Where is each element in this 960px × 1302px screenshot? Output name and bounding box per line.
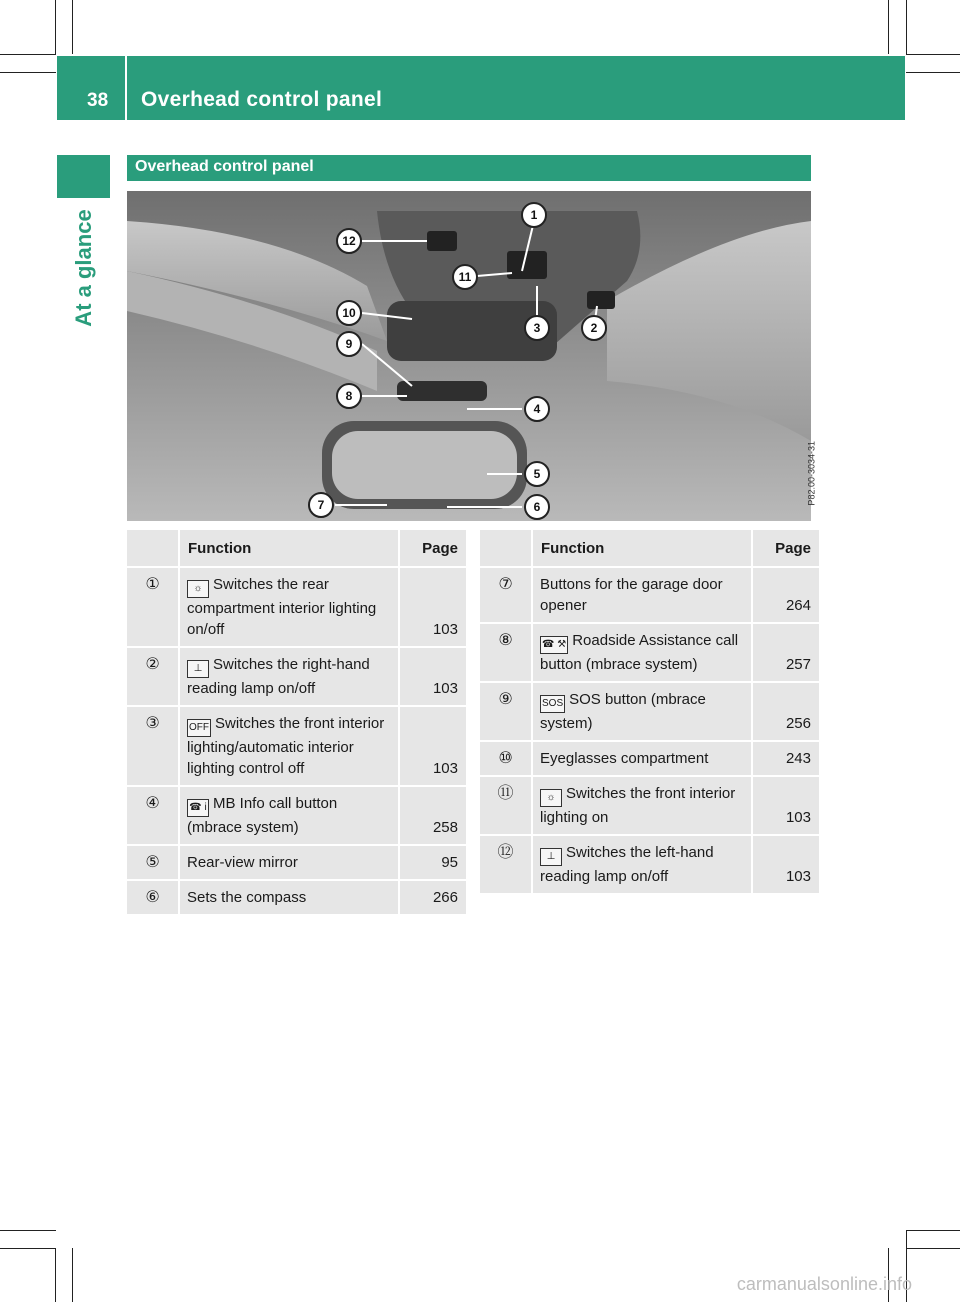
callout-12 [337, 229, 361, 253]
interior-light-off-icon: OFF [187, 719, 211, 737]
crop-mark [55, 1248, 56, 1302]
svg-text:1: 1 [530, 208, 538, 222]
svg-text:6: 6 [533, 500, 541, 514]
callout-9 [337, 332, 361, 356]
page-ref: 258 [398, 787, 466, 846]
item-number: ⑪ [497, 785, 514, 802]
header-title: Overhead control panel [141, 88, 383, 111]
table-row [127, 568, 466, 648]
item-number: ① [145, 576, 160, 593]
svg-text:2: 2 [590, 321, 598, 335]
callout-6 [525, 495, 549, 519]
function-text: Buttons for the garage door opener [540, 576, 723, 614]
table-row [480, 568, 819, 624]
column-number [480, 530, 533, 568]
function-table-right [480, 530, 819, 895]
roadside-assistance-icon: ☎ ⚒ [540, 636, 568, 654]
page-ref: 103 [751, 836, 819, 895]
reading-lamp-icon: ⊥ [540, 848, 562, 866]
column-page: Page [398, 530, 466, 568]
item-number: ⑥ [145, 889, 160, 906]
function-text: Switches the left-hand reading lamp on/off [540, 844, 714, 885]
photo-code: P82.00-3034-31 [807, 441, 817, 506]
table-row [127, 648, 466, 707]
crop-mark [906, 0, 907, 54]
function-text: Switches the right-hand reading lamp on/off [187, 656, 370, 697]
page-ref: 257 [751, 624, 819, 683]
function-text: Roadside Assistance call button (mbrace system) [540, 632, 739, 673]
section-heading [127, 155, 811, 181]
table-row [127, 787, 466, 846]
item-number: ⑦ [498, 576, 513, 593]
table-row [480, 836, 819, 895]
item-number: ③ [145, 715, 160, 732]
table-row [127, 707, 466, 787]
function-text: Switches the front interior lighting on [540, 785, 736, 826]
page-ref: 103 [398, 568, 466, 648]
table-header-row [127, 530, 466, 568]
page-ref: 95 [398, 846, 466, 881]
crop-mark [906, 72, 960, 73]
callout-10 [337, 301, 361, 325]
callout-2 [582, 316, 606, 340]
item-number: ⑩ [498, 750, 513, 767]
page-number: 38 [87, 90, 109, 111]
item-number: ⑤ [145, 854, 160, 871]
function-text: Sets the compass [187, 889, 307, 906]
overhead-panel-illustration [127, 191, 811, 521]
svg-text:3: 3 [533, 321, 541, 335]
column-number [127, 530, 180, 568]
callout-5 [525, 462, 549, 486]
table-row [480, 777, 819, 836]
svg-text:10: 10 [342, 306, 356, 320]
page-ref: 243 [751, 742, 819, 777]
table-row [480, 742, 819, 777]
crop-mark [906, 54, 960, 55]
function-text: Switches the rear compartment interior lighting on/off [187, 576, 377, 638]
table-row [480, 683, 819, 742]
svg-text:4: 4 [533, 402, 541, 416]
page-ref: 103 [398, 648, 466, 707]
svg-text:7: 7 [317, 498, 325, 512]
front-light-icon: ☼ [540, 789, 562, 807]
header-divider [125, 56, 127, 120]
table-header-row [480, 530, 819, 568]
table-row [127, 846, 466, 881]
svg-text:11: 11 [458, 270, 472, 284]
item-number: ② [145, 656, 160, 673]
reading-lamp-icon: ⊥ [187, 660, 209, 678]
svg-text:9: 9 [345, 337, 353, 351]
callout-3 [525, 316, 549, 340]
callout-8 [337, 384, 361, 408]
item-number: ⑧ [498, 632, 513, 649]
svg-text:12: 12 [342, 234, 356, 248]
svg-text:8: 8 [345, 389, 353, 403]
column-function: Function [533, 530, 751, 568]
item-number: ④ [145, 795, 160, 812]
callout-4 [525, 397, 549, 421]
crop-mark [55, 0, 56, 54]
crop-mark [906, 1248, 960, 1249]
crop-mark [906, 1230, 960, 1231]
crop-mark [0, 1248, 56, 1249]
crop-mark [72, 1248, 73, 1302]
column-function: Function [180, 530, 398, 568]
crop-mark [72, 0, 73, 54]
section-title: Overhead control panel [135, 158, 314, 175]
table-row [480, 624, 819, 683]
callout-1 [522, 203, 546, 227]
item-number: ⑫ [497, 844, 514, 861]
function-text: SOS button (mbrace system) [540, 691, 706, 732]
item-number: ⑨ [498, 691, 513, 708]
crop-mark [0, 1230, 56, 1231]
function-text: Switches the front interior lighting/automatic interior lighting control off [187, 715, 385, 777]
crop-mark [0, 54, 56, 55]
function-text: Eyeglasses compartment [540, 750, 709, 767]
info-call-icon: ☎ i [187, 799, 209, 817]
page-ref: 103 [751, 777, 819, 836]
callout-11 [453, 265, 477, 289]
crop-mark [0, 72, 56, 73]
rear-light-icon: ☼ [187, 580, 209, 598]
table-row [127, 881, 466, 916]
chapter-label: At a glance [71, 209, 96, 327]
function-text: Rear-view mirror [187, 854, 298, 871]
callout-7 [309, 493, 333, 517]
overhead-panel-photo [127, 191, 817, 521]
page-header [57, 56, 905, 120]
page-ref: 103 [398, 707, 466, 787]
function-table-left [127, 530, 466, 916]
side-tab [57, 155, 110, 198]
function-text: MB Info call button (mbrace system) [187, 795, 338, 836]
page-ref: 256 [751, 683, 819, 742]
svg-text:5: 5 [533, 467, 541, 481]
sos-icon: SOS [540, 695, 565, 713]
column-page: Page [751, 530, 819, 568]
footer-watermark: carmanualsonline.info [736, 1274, 912, 1294]
crop-mark [888, 0, 889, 54]
page-ref: 264 [751, 568, 819, 624]
page-ref: 266 [398, 881, 466, 916]
